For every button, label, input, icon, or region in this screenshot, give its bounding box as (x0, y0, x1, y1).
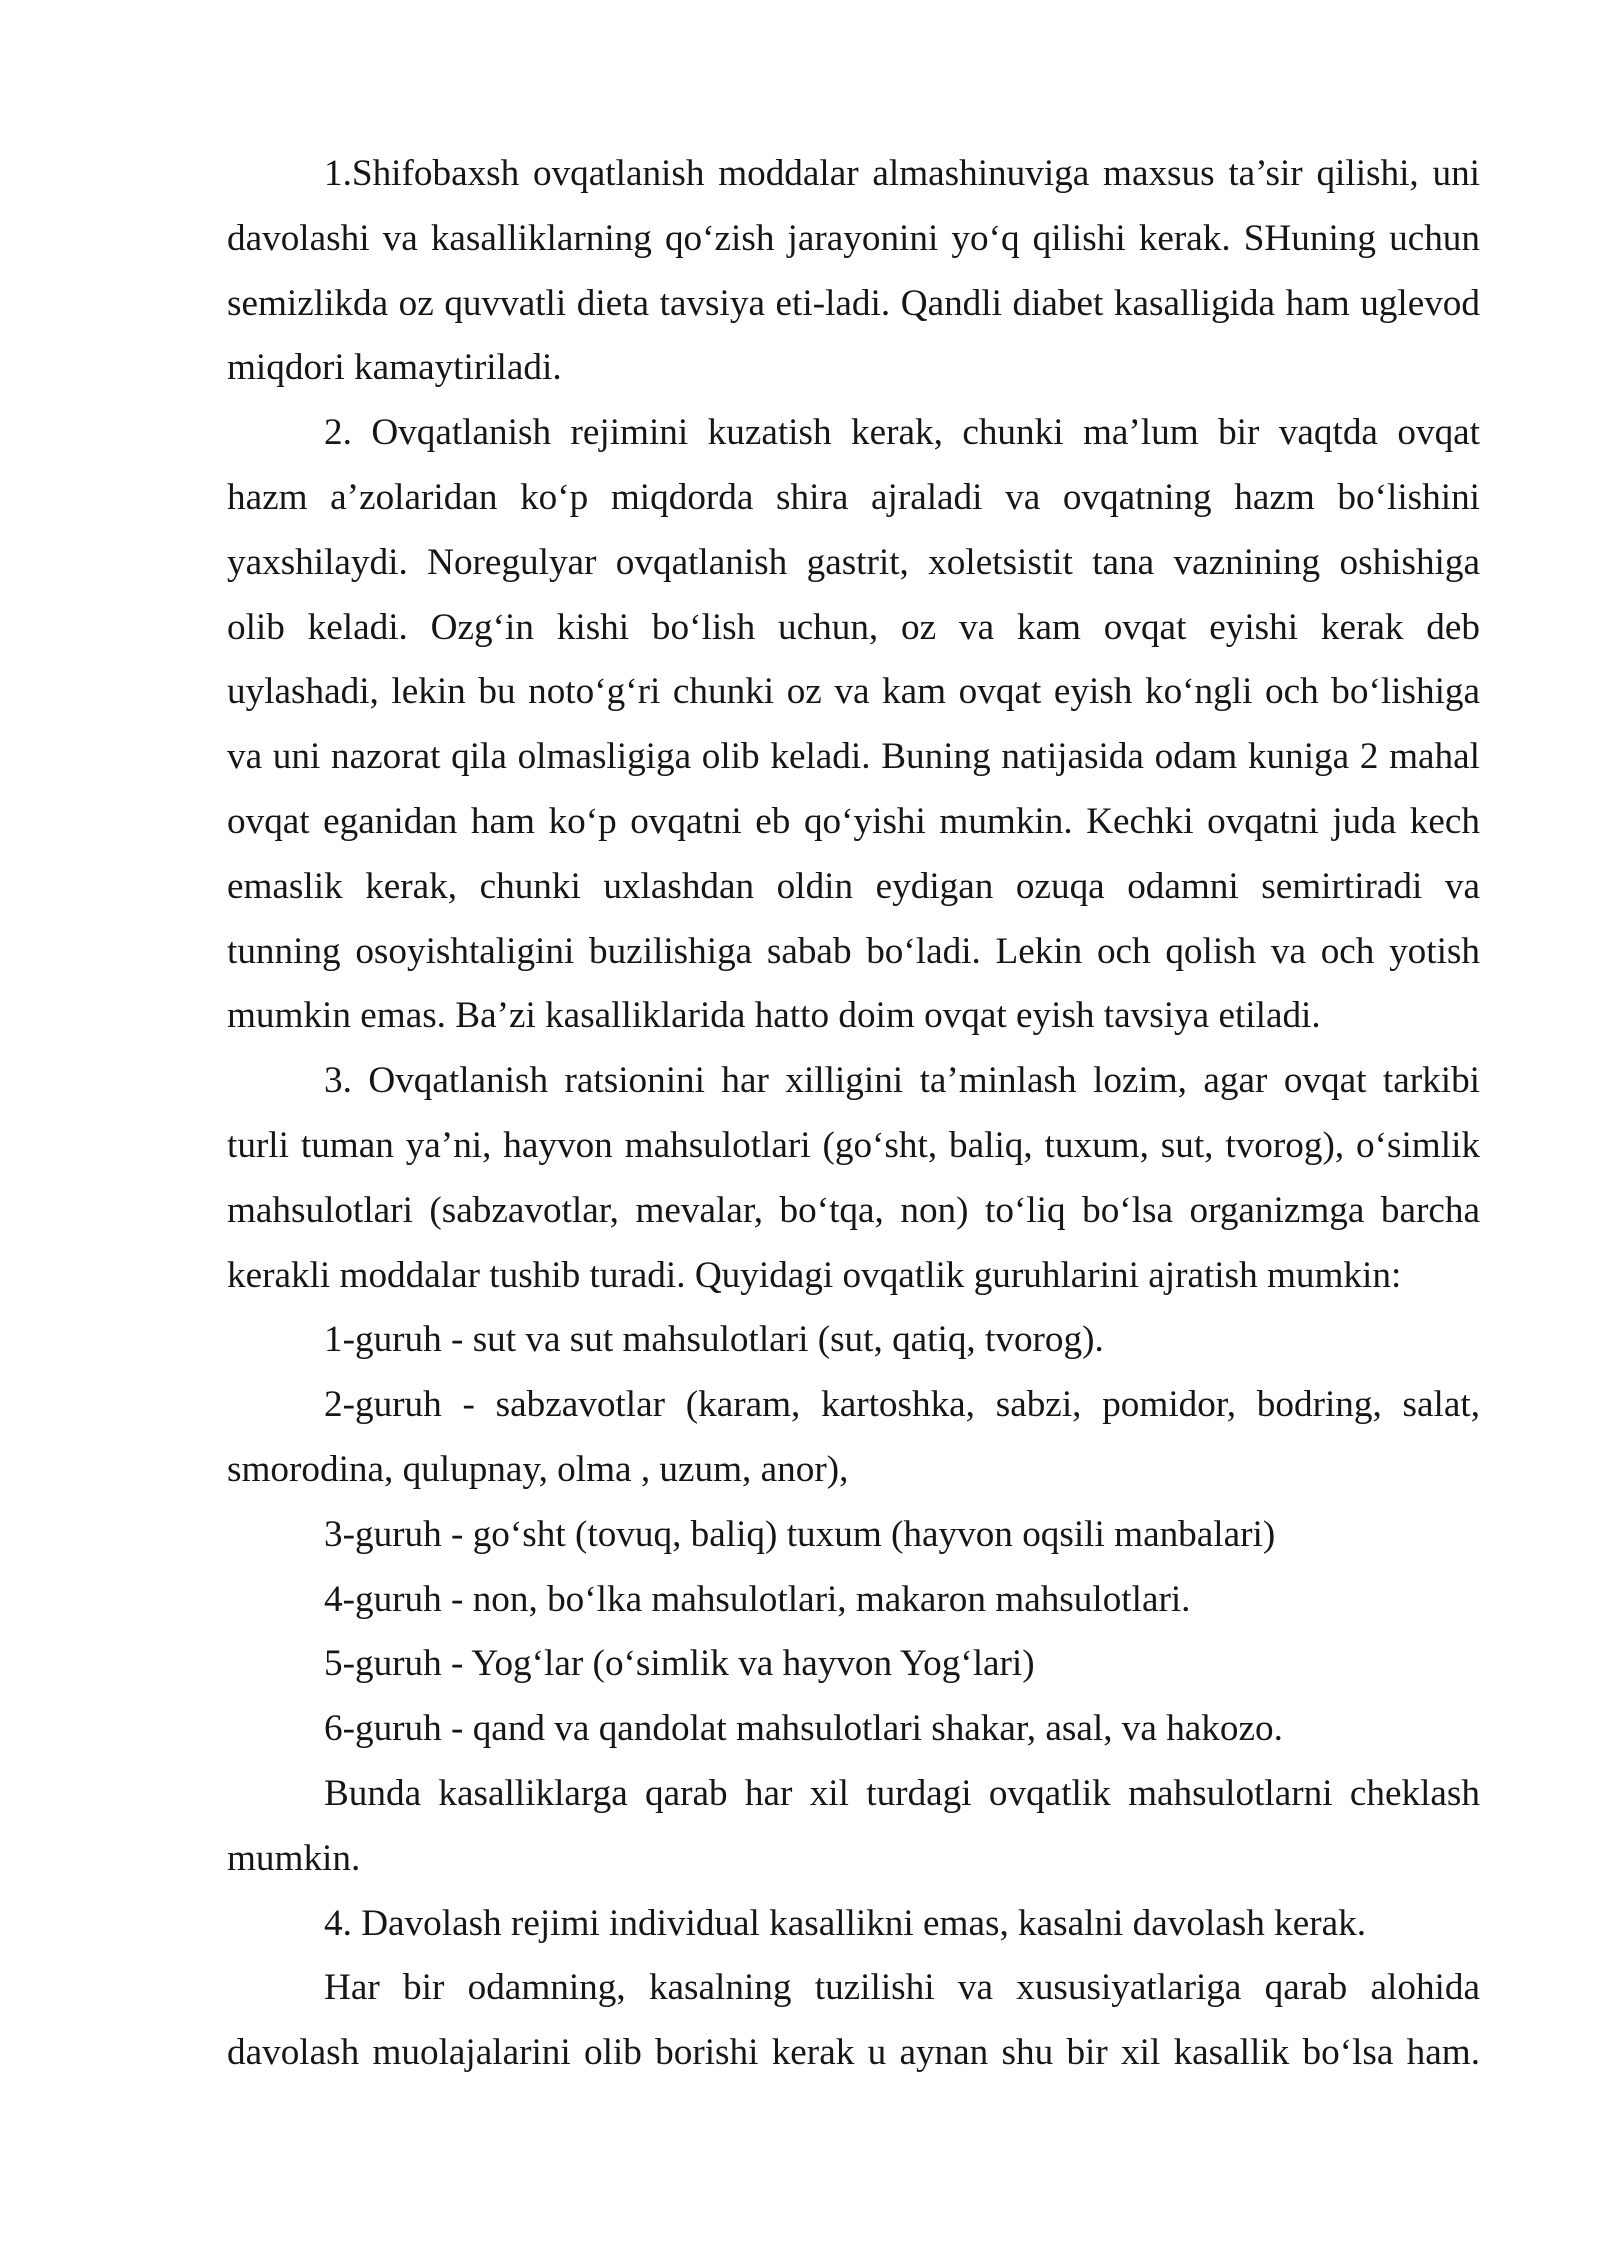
paragraph-therapeutic-nutrition (227, 142, 1480, 401)
text-line: turli tuman ya’ni, hayvon mahsulotlari (go‘sht, baliq, tuxum, sut, tvorog), o‘simlik (227, 1124, 1480, 1166)
paragraph-individual-treatment (227, 1956, 1480, 2086)
food-group-item (227, 1503, 1480, 1568)
text-line: yaxshilaydi. Noregulyar ovqatlanish gastrit, xoletsistit tana vaznining oshishiga (227, 541, 1480, 583)
text-line: va uni nazorat qila olmasligiga olib keladi. Buning natijasida odam kuniga 2 mahal (227, 736, 1480, 778)
food-group-item (227, 1308, 1480, 1373)
food-group-item (227, 1697, 1480, 1762)
text-line: kerakli moddalar tushib turadi. Quyidagi ovqatlik guruhlarini ajratish mumkin: (227, 1254, 1402, 1296)
text-line: 4-guruh - non, bo‘lka mahsulotlari, makaron mahsulotlari. (324, 1578, 1191, 1620)
text-line: 3-guruh - go‘sht (tovuq, baliq) tuxum (hayvon oqsili manbalari) (324, 1513, 1276, 1555)
document-page-body (227, 142, 1480, 2086)
text-line: semizlikda oz quvvatli dieta tavsiya eti-ladi. Qandli diabet kasalligida ham uglevod (227, 282, 1480, 324)
text-line: hazm a’zolaridan ko‘p miqdorda shira ajraladi va ovqatning hazm bo‘lishini (227, 476, 1480, 518)
text-line: olib keladi. Ozg‘in kishi bo‘lish uchun, oz va kam ovqat eyishi kerak deb (227, 606, 1480, 648)
food-group-item (227, 1632, 1480, 1697)
text-line: uylashadi, lekin bu noto‘g‘ri chunki oz va kam ovqat eyish ko‘ngli och bo‘lishiga (227, 671, 1480, 713)
text-line: 1.Shifobaxsh ovqatlanish moddalar almashinuviga maxsus ta’sir qilishi, uni (324, 153, 1480, 194)
text-line: emaslik kerak, chunki uxlashdan oldin eydigan ozuqa odamni semirtiradi va (227, 865, 1480, 907)
text-line: 3. Ovqatlanish ratsionini har xilligini ta’minlash lozim, agar ovqat tarkibi (324, 1060, 1480, 1102)
paragraph-restriction-note (227, 1762, 1480, 1892)
text-line: mahsulotlari (sabzavotlar, mevalar, bo‘tqa, non) to‘liq bo‘lsa organizmga barcha (227, 1189, 1480, 1231)
paragraph-treatment-regime (227, 1892, 1480, 1957)
text-line: miqdori kamaytiriladi. (227, 347, 562, 389)
text-line: 6-guruh - qand va qandolat mahsulotlari shakar, asal, va hakozo. (324, 1708, 1283, 1750)
text-line: Har bir odamning, kasalning tuzilishi va xususiyatlariga qarab alohida (324, 1967, 1480, 2009)
text-line: 5-guruh - Yog‘lar (o‘simlik va hayvon Yog‘lari) (324, 1643, 1035, 1685)
text-line: tunning osoyishtaligini buzilishiga sabab bo‘ladi. Lekin och qolish va och yotish (227, 930, 1480, 972)
text-line: davolash muolajalarini olib borishi kerak u aynan shu bir xil kasallik bo‘lsa ham. (227, 2032, 1480, 2074)
food-group-item (227, 1568, 1480, 1633)
text-line: 1-guruh - sut va sut mahsulotlari (sut, qatiq, tvorog). (324, 1319, 1104, 1361)
text-line: davolashi va kasalliklarning qo‘zish jarayonini yo‘q qilishi kerak. SHuning uchun (227, 217, 1480, 259)
text-line: 4. Davolash rejimi individual kasallikni emas, kasalni davolash kerak. (324, 1902, 1367, 1944)
text-line: smorodina, qulupnay, olma , uzum, anor), (227, 1448, 849, 1490)
text-line: 2-guruh - sabzavotlar (karam, kartoshka, sabzi, pomidor, bodring, salat, (324, 1384, 1480, 1426)
text-line: Bunda kasalliklarga qarab har xil turdagi ovqatlik mahsulotlarni cheklash (324, 1772, 1480, 1814)
text-line: mumkin. (227, 1837, 361, 1879)
paragraph-eating-regime (227, 401, 1480, 1049)
text-line: ovqat eganidan ham ko‘p ovqatni eb qo‘yishi mumkin. Kechki ovqatni juda kech (227, 800, 1480, 842)
paragraph-diet-variety (227, 1049, 1480, 1308)
text-line: 2. Ovqatlanish rejimini kuzatish kerak, chunki ma’lum bir vaqtda ovqat (324, 412, 1480, 454)
food-group-item (227, 1373, 1480, 1503)
text-line: mumkin emas. Ba’zi kasalliklarida hatto doim ovqat eyish tavsiya etiladi. (227, 995, 1321, 1037)
